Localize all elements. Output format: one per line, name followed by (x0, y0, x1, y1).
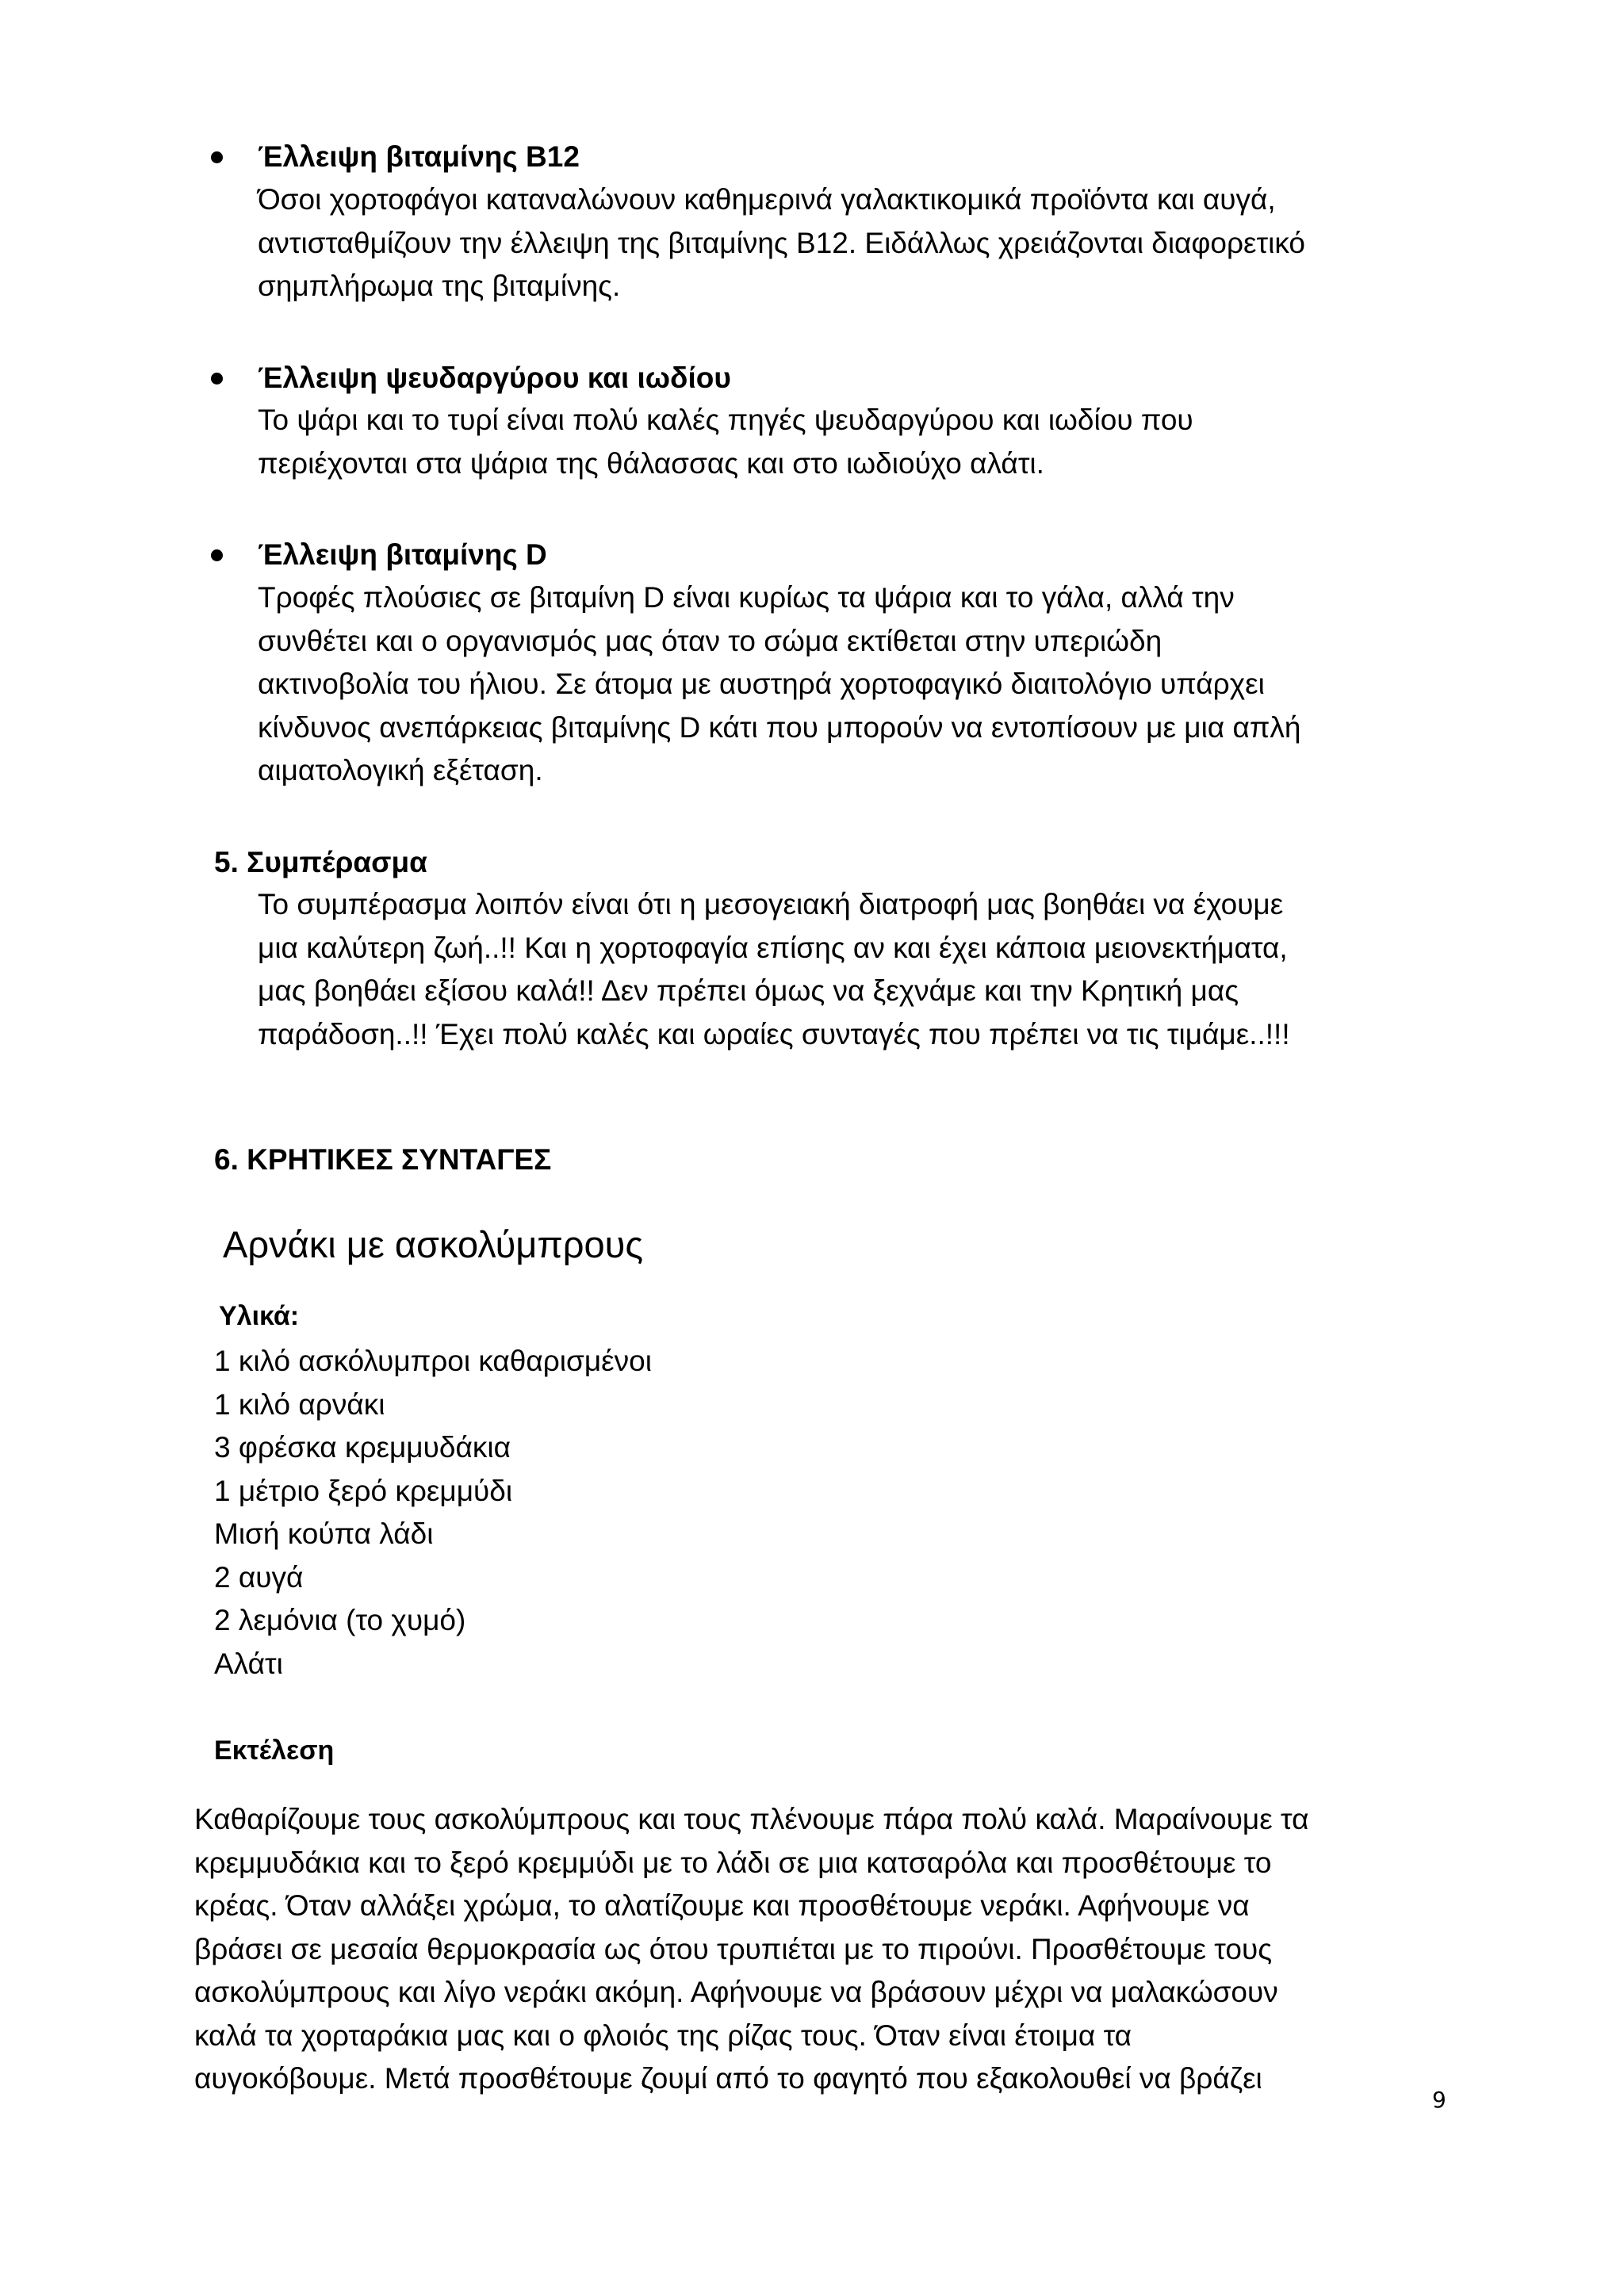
ingredients-label: Υλικά: (219, 1301, 300, 1331)
bullet-dot (211, 549, 223, 561)
ingredient-item: 3 φρέσκα κρεμμυδάκια (214, 1431, 511, 1464)
recipe-title: Αρνάκι με ασκολύμπρους (223, 1223, 644, 1265)
ingredient-item: 2 αυγά (214, 1560, 304, 1594)
text-line: αντισταθμίζουν την έλλειψη της βιταμίνης Β12. Ειδάλλως χρειάζονται διαφορετικό (258, 226, 1305, 259)
bullet-dot (211, 373, 223, 385)
text-line: σημπλήρωμα της βιταμίνης. (258, 270, 621, 302)
bullet-title: Έλλειψη ψευδαργύρου και ιωδίου (258, 362, 731, 394)
text-line: βράσει σε μεσαία θερμοκρασία ως ότου τρυπιέται με το πιρούνι. Προσθέτουμε τους (194, 1932, 1273, 1965)
text-line: μας βοηθάει εξίσου καλά!! Δεν πρέπει όμως να ξεχνάμε και την Κρητική μας (258, 974, 1239, 1007)
bullet-body (258, 576, 1542, 793)
ingredient-item: 1 κιλό αρνάκι (214, 1387, 385, 1421)
execution-label: Εκτέλεση (214, 1735, 335, 1766)
bullet-body (258, 178, 1542, 308)
ingredient-item: Αλάτι (214, 1647, 283, 1680)
recipes-heading: 6. ΚΡΗΤΙΚΕΣ ΣΥΝΤΑΓΕΣ (214, 1143, 552, 1176)
text-line: Καθαρίζουμε τους ασκολύμπρους και τους πλένουμε πάρα πολύ καλά. Μαραίνουμε τα (194, 1803, 1309, 1835)
text-line: παράδοση..!! Έχει πολύ καλές και ωραίες συνταγές που πρέπει να τις τιμάμε..!!! (258, 1017, 1290, 1050)
text-line: μια καλύτερη ζωή..!! Και η χορτοφαγία επίσης αν και έχει κάποια μειονεκτήματα, (258, 931, 1288, 964)
ingredient-item: 2 λεμόνια (το χυμό) (214, 1604, 466, 1636)
ingredient-item: 1 μέτριο ξερό κρεμμύδι (214, 1474, 513, 1507)
text-line: αιματολογική εξέταση. (258, 754, 543, 786)
text-line: κρέας. Όταν αλλάξει χρώμα, το αλατίζουμε και προσθέτουμε νεράκι. Αφήνουμε να (194, 1889, 1250, 1922)
text-line: συνθέτει και ο οργανισμός μας όταν το σώμα εκτίθεται στην υπεριώδη (258, 624, 1162, 657)
text-line: περιέχονται στα ψάρια της θάλασσας και στο ιωδιούχο αλάτι. (258, 446, 1044, 480)
ingredient-item: 1 κιλό ασκόλυμπροι καθαρισμένοι (214, 1345, 652, 1377)
text-line: Τροφές πλούσιες σε βιταμίνη D είναι κυρίως τα ψάρια και το γάλα, αλλά την (258, 581, 1235, 614)
text-line: αυγοκόβουμε. Μετά προσθέτουμε ζουμί από το φαγητό που εξακολουθεί να βράζει (194, 2062, 1262, 2095)
ingredient-item: Μισή κούπα λάδι (214, 1517, 434, 1550)
text-line: ακτινοβολία του ήλιου. Σε άτομα με αυστηρά χορτοφαγικό διαιτολόγιο υπάρχει (258, 668, 1265, 700)
text-line: κρεμμυδάκια και το ξερό κρεμμύδι με το λάδι σε μια κατσαρόλα και προσθέτουμε το (194, 1846, 1272, 1879)
text-line: καλά τα χορταράκια μας και ο φλοιός της ρίζας τους. Όταν είναι έτοιμα τα (194, 2019, 1132, 2052)
text-line: Το συμπέρασμα λοιπόν είναι ότι η μεσογειακή διατροφή μας βοηθάει να έχουμε (258, 888, 1284, 920)
page-number: 9 (1432, 2087, 1446, 2113)
ingredients-list (214, 1340, 652, 1686)
conclusion-heading: 5. Συμπέρασμα (214, 846, 427, 878)
text-line: Το ψάρι και το τυρί είναι πολύ καλές πηγές ψευδαργύρου και ιωδίου που (258, 404, 1193, 436)
execution-body (194, 1798, 1309, 2101)
bullet-body (258, 399, 1542, 485)
text-line: κίνδυνος ανεπάρκειας βιταμίνης D κάτι που μπορούν να εντοπίσουν με μια απλή (258, 710, 1301, 744)
text-line: Όσοι χορτοφάγοι καταναλώνουν καθημερινά γαλακτικομικά προϊόντα και αυγά, (258, 183, 1276, 216)
bullet-dot (211, 151, 223, 163)
conclusion-body (258, 883, 1290, 1056)
bullet-title: Έλλειψη βιταμίνης Β12 (258, 140, 580, 173)
bullet-title: Έλλειψη βιταμίνης D (258, 538, 547, 571)
text-line: ασκολύμπρους και λίγο νεράκι ακόμη. Αφήνουμε να βράσουν μέχρι να μαλακώσουν (194, 1976, 1278, 2008)
